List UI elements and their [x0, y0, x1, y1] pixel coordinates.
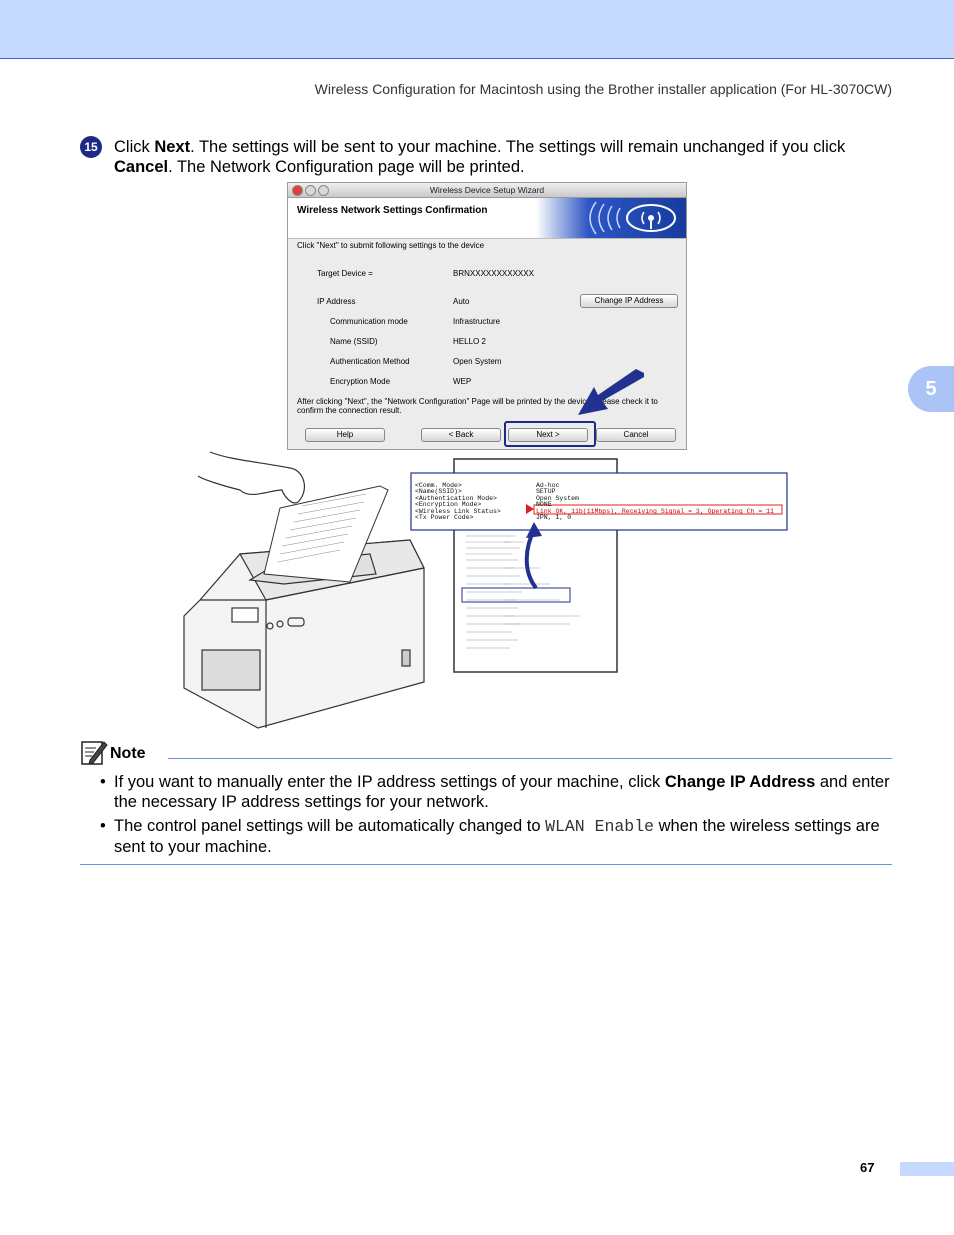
- step-instruction: Click Next. The settings will be sent to your machine. The settings will remain unchanged if you click Cancel. The Network Configuration page will be printed.: [114, 138, 846, 176]
- pointer-arrow-icon: [574, 369, 646, 419]
- window-title: Wireless Device Setup Wizard: [429, 185, 545, 195]
- wizard-dialog: [287, 182, 687, 450]
- authentication-method-value: Open System: [453, 357, 502, 366]
- cancel-button[interactable]: Cancel: [596, 428, 676, 442]
- communication-mode-label: Communication mode: [330, 317, 408, 326]
- help-button[interactable]: Help: [305, 428, 385, 442]
- cancel-keyword: Cancel: [114, 158, 169, 176]
- after-next-text: After clicking "Next", the "Network Configuration" Page will be printed by the device. Please check it to confirm the connection result.: [297, 397, 658, 415]
- note-item-change-ip: • If you want to manually enter the IP address settings of your machine, click Change IP Address and enter the necessary IP address settings for your network.: [100, 772, 890, 812]
- note-label: Note: [110, 745, 146, 762]
- chapter-tab[interactable]: 5: [908, 366, 954, 412]
- window-titlebar: [288, 183, 686, 198]
- printout-values: Ad-hoc SETUP Open System NONE Link OK, 11b(11Mbps), Receiving Signal = 3, Operating Ch = 11 JPN, 1, 0: [536, 482, 774, 522]
- wireless-banner-icon: [536, 198, 686, 238]
- note-rule-bottom: [80, 864, 892, 865]
- header-band: [0, 0, 954, 59]
- page-number: 67: [860, 1160, 875, 1175]
- page-tab: [900, 1162, 954, 1176]
- target-device-label: Target Device =: [317, 269, 373, 278]
- note-pencil-icon: [80, 738, 108, 766]
- ssid-value: HELLO 2: [453, 337, 486, 346]
- dialog-intro: Click "Next" to submit following settings to the device: [297, 241, 485, 250]
- ip-address-label: IP Address: [317, 297, 356, 306]
- communication-mode-value: Infrastructure: [453, 317, 501, 326]
- note-rule-top: [168, 758, 892, 759]
- next-button[interactable]: Next >: [508, 428, 588, 442]
- encryption-mode-value: WEP: [453, 377, 472, 386]
- back-button[interactable]: < Back: [421, 428, 501, 442]
- header-divider: [288, 238, 686, 239]
- printout-labels: <Comm. Mode> <Name(SSID)> <Authentication Mode> <Encryption Mode> <Wireless Link Status> <Tx Power Code>: [415, 482, 501, 522]
- next-keyword: Next: [154, 138, 191, 156]
- note-list: [100, 772, 890, 861]
- note-item-wlan-enable: • The control panel settings will be automatically changed to WLAN Enable when the wireless settings are sent to your machine.: [100, 816, 890, 857]
- change-ip-address-button[interactable]: Change IP Address: [580, 294, 678, 308]
- dialog-heading: Wireless Network Settings Confirmation: [297, 205, 488, 216]
- encryption-mode-label: Encryption Mode: [330, 377, 391, 386]
- dialog-header: [288, 198, 686, 238]
- authentication-method-label: Authentication Method: [330, 357, 410, 366]
- ssid-label: Name (SSID): [330, 337, 378, 346]
- target-device-value: BRNXXXXXXXXXXXX: [453, 269, 534, 278]
- step-number-badge: 15: [80, 136, 102, 158]
- ip-address-value: Auto: [453, 297, 470, 306]
- running-head: Wireless Configuration for Macintosh using the Brother installer application (For HL-3070CW): [314, 81, 892, 97]
